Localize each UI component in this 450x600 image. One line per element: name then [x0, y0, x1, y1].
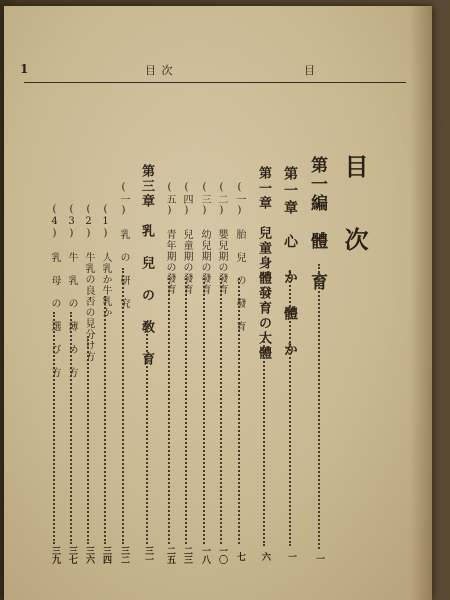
toc-leader: [53, 312, 55, 544]
toc-leader: [146, 326, 148, 544]
toc-page-number: 三二: [119, 546, 129, 564]
toc-page-number: 三九: [50, 546, 60, 564]
toc-page-number: 二三: [182, 546, 192, 564]
toc-page-number: 三六: [84, 546, 94, 564]
toc-subsection-entry: (1) 人乳か牛乳か: [100, 204, 111, 318]
toc-section-entry: (一) 乳 の 研 究: [118, 182, 129, 309]
toc-subsection-entry: (3) 牛 乳 の 薄 め 方: [66, 204, 77, 378]
header-rule: [24, 82, 406, 83]
header-running-title: 目 次: [145, 64, 174, 77]
toc-leader: [263, 338, 265, 546]
toc-page-number: 三一: [143, 546, 153, 564]
toc-leader: [185, 278, 187, 544]
toc-leader: [104, 296, 106, 544]
toc-leader: [220, 278, 222, 544]
toc-section-entry: (三) 幼兒期の發育: [199, 182, 210, 295]
toc-page-number: 二五: [165, 546, 175, 564]
header-page-number: 1: [20, 62, 29, 76]
book-page: [4, 6, 432, 600]
toc-leader: [203, 278, 205, 544]
toc-leader: [87, 336, 89, 544]
toc-page-number: 一: [314, 554, 324, 563]
toc-leader: [168, 278, 170, 544]
toc-chapter-heading: 第一章 兒童身體發育の大體: [256, 166, 271, 361]
toc-part-heading: 第一編 體 育: [307, 156, 327, 292]
toc-section-entry: (五) 青年期の發育: [164, 182, 175, 295]
toc-page-number: 六: [260, 552, 270, 561]
toc-leader: [318, 264, 320, 549]
toc-page-number: 三七: [67, 546, 77, 564]
toc-page-number: 一: [286, 552, 296, 561]
toc-page-number: 一〇: [217, 546, 227, 564]
toc-chapter-heading: 第一章 心 か 體 か: [282, 166, 298, 359]
toc-page-number: 三四: [101, 546, 111, 564]
toc-chapter-heading: 第三章 乳 兒 の 敎 育: [139, 164, 154, 367]
page-edge-shadow: [410, 6, 432, 600]
toc-subsection-entry: (4) 乳 母 の 選 び 方: [49, 204, 60, 378]
toc-section-entry: (四) 兒童期の發育: [181, 182, 192, 295]
toc-leader: [289, 270, 291, 546]
toc-title: 目 次: [340, 154, 369, 261]
header-running-title-right: 目: [304, 64, 315, 77]
toc-section-entry: (二) 嬰兒期の發育: [216, 182, 227, 295]
toc-page-number: 七: [235, 552, 245, 561]
toc-subsection-entry: (2) 牛乳の良否の見分け方: [83, 204, 94, 362]
toc-leader: [122, 268, 124, 544]
toc-leader: [70, 312, 72, 544]
toc-leader: [238, 278, 240, 544]
toc-section-entry: (一) 胎 兒 の 發 育: [234, 182, 245, 332]
toc-page-number: 一八: [200, 546, 210, 564]
